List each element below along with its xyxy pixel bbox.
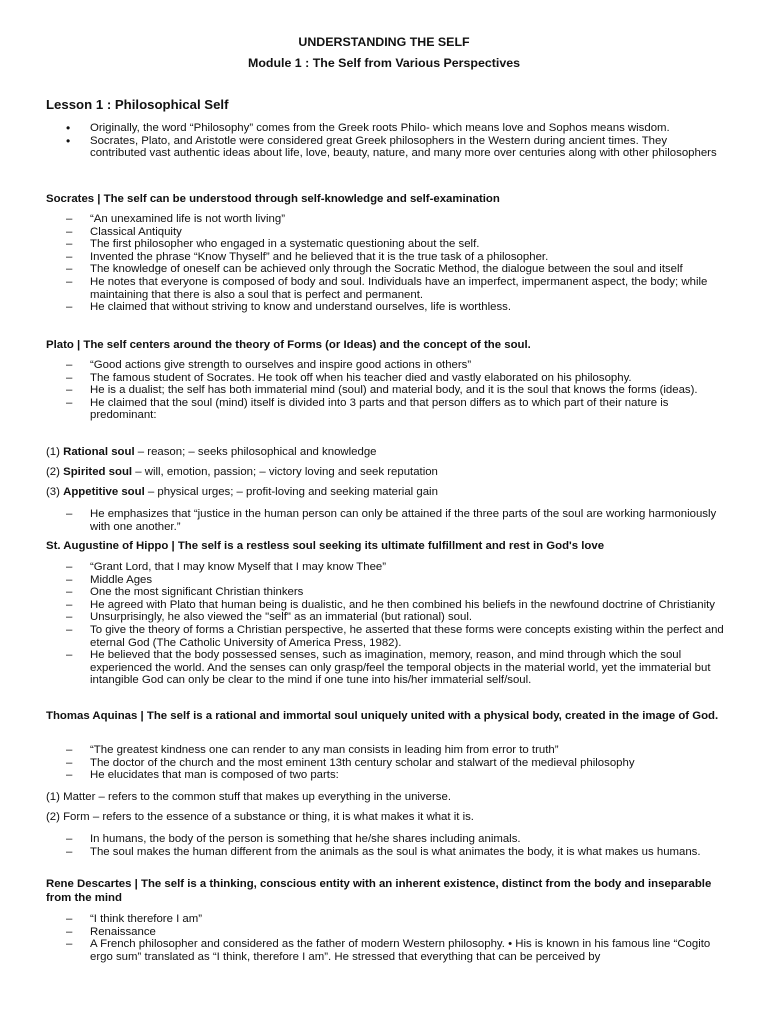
list-item: – “An unexamined life is not worth living” [46, 213, 726, 226]
list-item: – He claimed that the soul (mind) itself is divided into 3 parts and that person differs as to which part of their nature is predominant: [46, 397, 726, 422]
list-item: – The knowledge of oneself can be achieved only through the Socratic Method, the dialogue between the soul and itself [46, 263, 726, 276]
list-item: – In humans, the body of the person is something that he/she shares including animals. [46, 833, 726, 846]
list-item: – One the most significant Christian thinkers [46, 586, 726, 599]
soul-part-description: – reason; – seeks philosophical and knowledge [134, 446, 377, 458]
list-item: – A French philosopher and considered as the father of modern Western philosophy. • His is known in his famous line “Cogito ergo sum” translated as “I think, therefore I am”. He stressed that everything that can be perceived by [46, 938, 726, 963]
list-item: – Invented the phrase “Know Thyself” and he believed that it is the true task of a philosopher. [46, 251, 726, 264]
soul-part-spirited [46, 466, 726, 479]
aquinas-after-list [46, 833, 726, 858]
soul-part-number: (2) [46, 466, 60, 478]
list-item: – “Grant Lord, that I may know Myself that I may know Thee” [46, 561, 726, 574]
list-item: – He emphasizes that “justice in the human person can only be attained if the three parts of the soul are working harmoniously with one another.” [46, 508, 726, 533]
soul-part-name: Rational soul [63, 446, 135, 458]
intro-list [46, 122, 726, 160]
augustine-heading: St. Augustine of Hippo | The self is a restless soul seeking its ultimate fulfillment and rest in God's love [46, 540, 605, 552]
list-item: – Unsurprisingly, he also viewed the "self" as an immaterial (but rational) soul. [46, 611, 726, 624]
list-item: – Middle Ages [46, 574, 726, 587]
list-item: – To give the theory of forms a Christian perspective, he asserted that these forms were concepts existing within the perfect and eternal God (The Catholic University of America Press, 1982). [46, 624, 726, 649]
socrates-heading: Socrates | The self can be understood through self-knowledge and self-examination [46, 193, 500, 205]
list-item: – Renaissance [46, 926, 726, 939]
aquinas-heading: Thomas Aquinas | The self is a rational and immortal soul uniquely united with a physical body, created in the image of God. [46, 710, 719, 722]
descartes-list [46, 913, 726, 963]
soul-part-number: (1) [46, 446, 60, 458]
list-item: – The famous student of Socrates. He took off when his teacher died and vastly elaborated on his philosophy. [46, 372, 726, 385]
descartes-heading: Rene Descartes | The self is a thinking, conscious entity with an inherent existence, distinct from the body and inseparable from the mind [46, 878, 712, 904]
list-item: – “I think therefore I am” [46, 913, 726, 926]
list-item: – He believed that the body possessed senses, such as imagination, memory, reason, and mind through which the soul experienced the world. And the senses can only grasp/feel the temporal objects in the material world, yet the immaterial but intangible God can only be clear to the mind if one tune into his/her immaterial self/soul. [46, 649, 726, 687]
list-item: • Socrates, Plato, and Aristotle were considered great Greek philosophers in the Western during ancient times. They contributed vast authentic ideas about life, love, beauty, nature, and many more over centuries along with other philosophers [46, 135, 726, 160]
soul-part-appetitive [46, 486, 726, 499]
module-title: Module 1 : The Self from Various Perspectives [248, 56, 520, 70]
soul-part-description: – will, emotion, passion; – victory loving and seek reputation [132, 466, 438, 478]
list-item: – “The greatest kindness one can render to any man consists in leading him from error to truth” [46, 744, 726, 757]
aquinas-part-form: (2) Form – refers to the essence of a substance or thing, it is what makes it what it is. [46, 811, 474, 823]
soul-part-rational [46, 446, 726, 459]
list-item: – He notes that everyone is composed of body and soul. Individuals have an imperfect, impermanent aspect, the body; while maintaining that there is also a soul that is perfect and permanent. [46, 276, 726, 301]
soul-part-number: (3) [46, 486, 60, 498]
list-item: – He elucidates that man is composed of two parts: [46, 769, 726, 782]
aquinas-list [46, 744, 726, 782]
list-item: – “Good actions give strength to ourselves and inspire good actions in others” [46, 359, 726, 372]
list-item: • Originally, the word “Philosophy” comes from the Greek roots Philo- which means love and Sophos means wisdom. [46, 122, 726, 135]
aquinas-part-matter: (1) Matter – refers to the common stuff that makes up everything in the universe. [46, 791, 451, 803]
augustine-list [46, 561, 726, 687]
socrates-list [46, 213, 726, 314]
list-item: – The first philosopher who engaged in a systematic questioning about the self. [46, 238, 726, 251]
plato-heading: Plato | The self centers around the theory of Forms (or Ideas) and the concept of the soul. [46, 339, 531, 351]
soul-part-name: Appetitive soul [63, 486, 145, 498]
list-item: – He is a dualist; the self has both immaterial mind (soul) and material body, and it is the soul that knows the forms (ideas). [46, 384, 726, 397]
list-item: – He agreed with Plato that human being is dualistic, and he then combined his beliefs in the newfound doctrine of Christianity [46, 599, 726, 612]
plato-after-list [46, 508, 726, 533]
list-item: – The doctor of the church and the most eminent 13th century scholar and stalwart of the medieval philosophy [46, 757, 726, 770]
list-item: – The soul makes the human different from the animals as the soul is what animates the body, it is what makes us humans. [46, 846, 726, 859]
plato-list [46, 359, 726, 422]
list-item: – Classical Antiquity [46, 226, 726, 239]
soul-part-name: Spirited soul [63, 466, 133, 478]
lesson-title: Lesson 1 : Philosophical Self [46, 97, 229, 112]
soul-part-description: – physical urges; – profit-loving and seeking material gain [144, 486, 438, 498]
document-title: UNDERSTANDING THE SELF [298, 35, 470, 49]
list-item: – He claimed that without striving to know and understand ourselves, life is worthless. [46, 301, 726, 314]
